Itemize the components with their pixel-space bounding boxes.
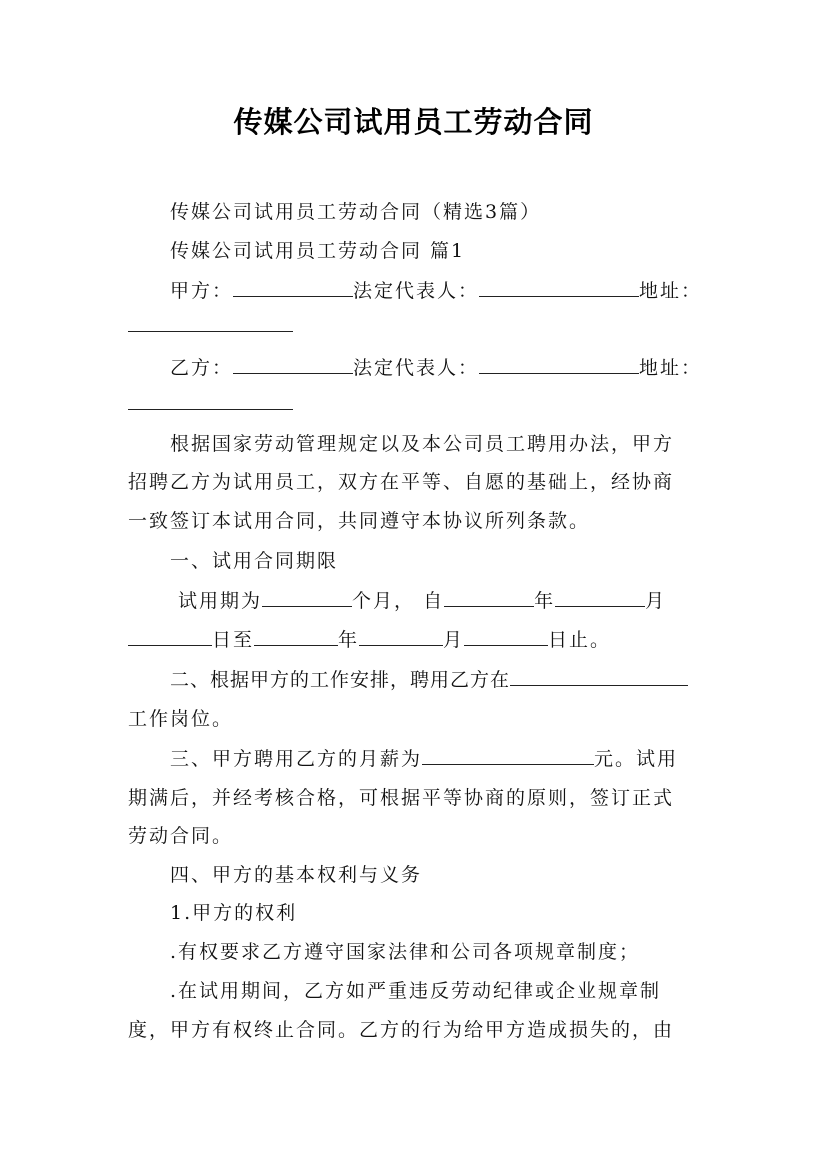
start-month-blank — [555, 588, 645, 607]
section-3-line — [170, 745, 703, 773]
paragraph-line: 招聘乙方为试用员工，双方在平等、自愿的基础上，经协商 — [128, 471, 675, 493]
party-a-line — [170, 277, 703, 305]
subsection-heading: 1.甲方的权利 — [170, 902, 298, 924]
end-year-blank — [254, 627, 338, 646]
section-2-cont: 工作岗位。 — [128, 708, 234, 730]
day-end-label: 日止。 — [548, 629, 612, 651]
end-day-blank — [464, 627, 548, 646]
end-month-blank — [359, 627, 443, 646]
party-b-line — [170, 354, 703, 382]
trial-label: 试用期为 — [178, 590, 263, 612]
paragraph-line: 期满后，并经考核合格，可根据平等协商的原则，签订正式 — [128, 787, 675, 809]
page-title: 传媒公司试用员工劳动合同 — [233, 105, 594, 139]
party-a-address-line — [128, 312, 703, 340]
party-b-blank — [233, 355, 353, 374]
section-3-text: 三、甲方聘用乙方的月薪为 — [170, 748, 423, 770]
subtitle-line: 传媒公司试用员工劳动合同（精选3篇） — [170, 201, 542, 223]
trial-dates-line — [128, 626, 703, 654]
months-blank — [262, 588, 352, 607]
start-year-blank — [444, 588, 534, 607]
section-heading-line: 传媒公司试用员工劳动合同 篇1 — [170, 240, 466, 262]
paragraph-line: 度，甲方有权终止合同。乙方的行为给甲方造成损失的，由 — [128, 1019, 675, 1041]
party-b-label: 乙方： — [170, 357, 234, 379]
section-2-line — [170, 666, 703, 694]
start-day-blank — [128, 627, 212, 646]
party-b-address-line — [128, 390, 703, 418]
section-heading: 一、试用合同期限 — [170, 550, 339, 572]
paragraph-line: .有权要求乙方遵守国家法律和公司各项规章制度； — [170, 941, 641, 963]
year-label: 年 — [338, 629, 360, 651]
paragraph-line: 劳动合同。 — [128, 825, 234, 847]
paragraph-line: 根据国家劳动管理规定以及本公司员工聘用办法，甲方 — [170, 433, 675, 455]
trial-period-line — [178, 587, 703, 615]
section-3-end: 元。试用 — [594, 748, 679, 770]
section-heading: 四、甲方的基本权利与义务 — [170, 864, 423, 886]
month-label: 月 — [645, 590, 667, 612]
address-label: 地址： — [639, 280, 703, 302]
months-unit: 个月， — [352, 590, 416, 612]
paragraph-line: 一致签订本试用合同，共同遵守本协议所列条款。 — [128, 510, 591, 532]
party-a-address-blank — [128, 313, 293, 332]
from-label: 自 — [423, 590, 445, 612]
salary-blank — [422, 746, 594, 765]
party-a-blank — [233, 278, 353, 297]
legal-rep-blank — [479, 278, 639, 297]
day-to-label: 日至 — [212, 629, 255, 651]
position-blank — [510, 667, 688, 686]
month-label: 月 — [443, 629, 465, 651]
legal-rep-blank-b — [479, 355, 639, 374]
paragraph-line: .在试用期间，乙方如严重违反劳动纪律或企业规章制 — [170, 980, 662, 1002]
legal-rep-label-b: 法定代表人： — [353, 357, 480, 379]
year-label: 年 — [534, 590, 556, 612]
legal-rep-label: 法定代表人： — [353, 280, 480, 302]
address-label-b: 地址： — [639, 357, 703, 379]
party-b-address-blank — [128, 391, 293, 410]
party-a-label: 甲方： — [170, 280, 234, 302]
section-2-text: 二、根据甲方的工作安排，聘用乙方在 — [170, 669, 511, 691]
